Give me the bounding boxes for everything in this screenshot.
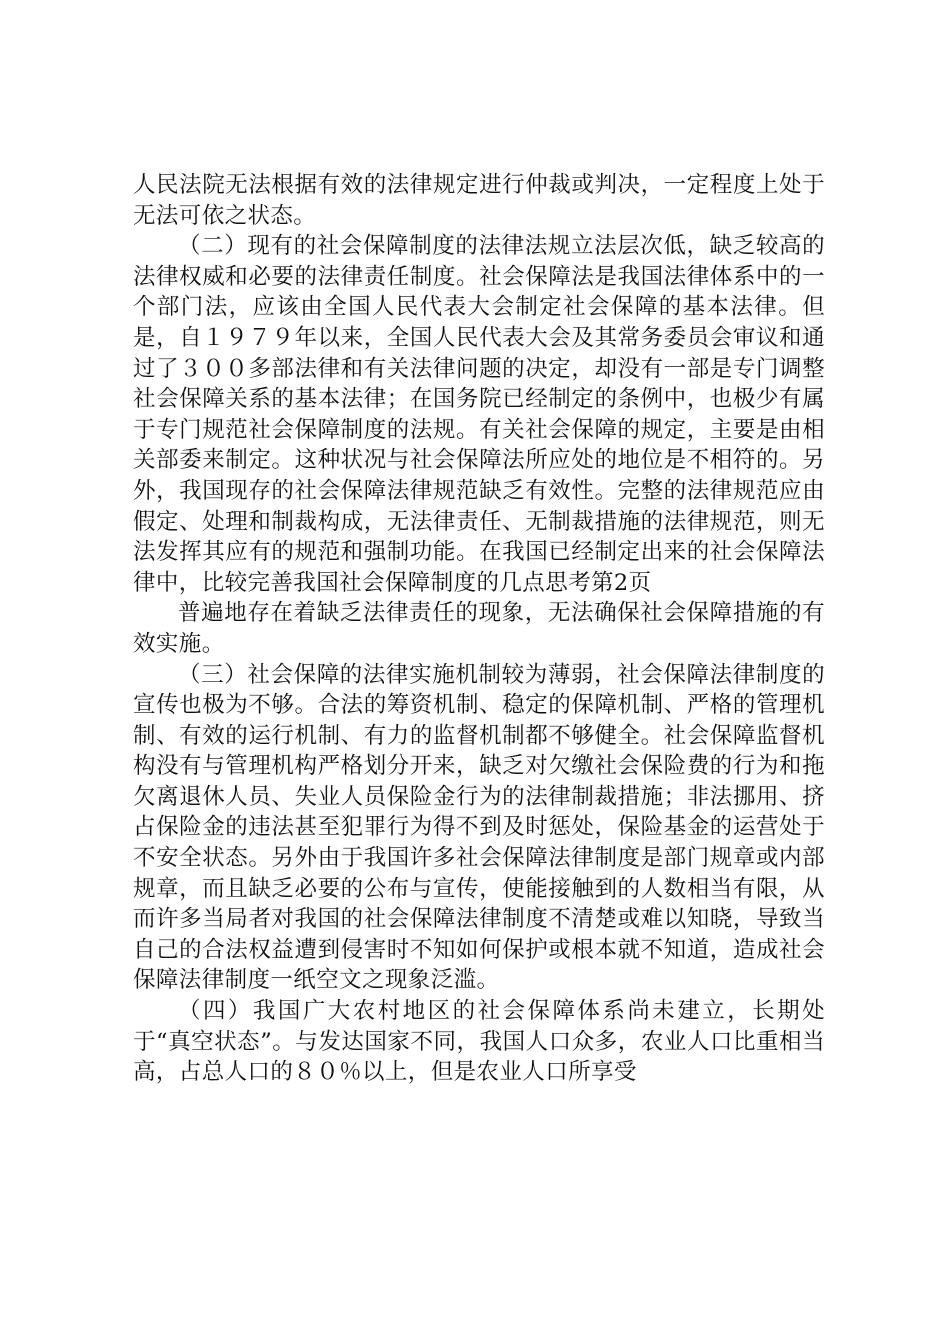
paragraph-section-two: （二）现有的社会保障制度的法律法规立法层次低，缺乏较高的法律权威和必要的法律责任制度。社会保障法是我国法律体系中的一个部门法，应该由全国人民代表大会制定社会保障的基本法律。但是，自１９７９年以来，全国人民代表大会及其常务委员会审议和通过了３００多部法律和有关法律问题的决定，却没有一部是专门调整社会保障关系的基本法律；在国务院已经制定的条例中，也极少有属于专门规范社会保障制度的法规。有关社会保障的规定，主要是由相关部委来制定。这种状况与社会保障法所应处的地位是不相符的。另外，我国现存的社会保障法律规范缺乏有效性。完整的法律规范应由假定、处理和制裁构成，无法律责任、无制裁措施的法律规范，则无法发挥其应有的规范和强制功能。在我国已经制定出来的社会保障法律中，比较完善我国社会保障制度的几点思考第2页 [133,233,825,596]
body-text [133,170,825,1088]
paragraph-section-three: （三）社会保障的法律实施机制较为薄弱，社会保障法律制度的宣传也极为不够。合法的筹资机制、稳定的保障机制、严格的管理机制、有效的运行机制、有力的监督机制都不够健全。社会保障监督机构没有与管理机构严格划分开来，缺乏对欠缴社会保险费的行为和拖欠离退休人员、失业人员保险金行为的法律制裁措施；非法挪用、挤占保险金的违法甚至犯罪行为得不到及时惩处，保险基金的运营处于不安全状态。另外由于我国许多社会保障法律制度是部门规章或内部规章，而且缺乏必要的公布与宣传，使能接触到的人数相当有限，从而许多当局者对我国的社会保障法律制度不清楚或难以知晓，导致当自己的合法权益遭到侵害时不知如何保护或根本就不知道，造成社会保障法律制度一纸空文之现象泛滥。 [133,661,825,994]
paragraph-section-four: （四）我国广大农村地区的社会保障体系尚未建立，长期处于“真空状态”。与发达国家不同，我国人口众多，农业人口比重相当高，占总人口的８０％以上，但是农业人口所享受 [133,998,825,1086]
paragraph-continuation: 人民法院无法根据有效的法律规定进行仲裁或判决，一定程度上处于无法可依之状态。 [133,172,825,229]
paragraph-page-continuation: 普遍地存在着缺乏法律责任的现象，无法确保社会保障措施的有效实施。 [133,600,825,657]
